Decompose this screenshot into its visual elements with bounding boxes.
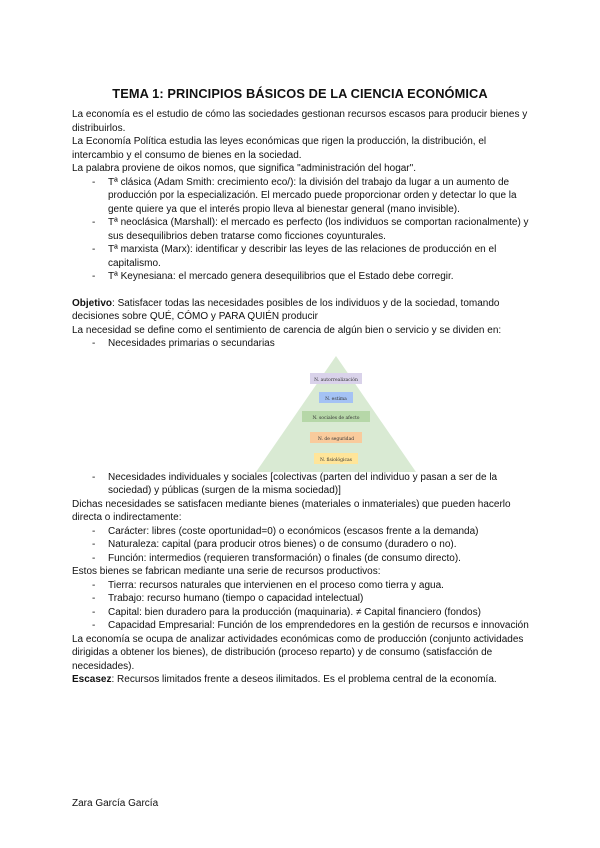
- list-item: - Capital: bien duradero para la producción (maquinaria). ≠ Capital financiero (fondos): [72, 606, 532, 620]
- theories-list: [72, 176, 532, 284]
- document-body: [72, 108, 532, 687]
- recursos-intro: Estos bienes se fabrican mediante una serie de recursos productivos:: [72, 566, 381, 577]
- escasez-label: Escasez: [72, 674, 112, 685]
- bienes-intro: Dichas necesidades se satisfacen mediante bienes (materiales o inmateriales) que pueden hacerlo directa o indirectamente:: [72, 498, 511, 523]
- list-item: - Tª clásica (Adam Smith: crecimiento eco/): la división del trabajo da lugar a un aumento de producción por la especialización. El mercado puede proporcionar orden y detectar lo que la gente quiere ya que el interés propio lleva al bienestar general (mano invisible).: [72, 176, 532, 217]
- objective-paragraph: [72, 297, 532, 324]
- list-item: - Trabajo: recurso humano (tiempo o capacidad intelectual): [72, 592, 532, 606]
- necesidades-list: [72, 337, 532, 351]
- page-title: TEMA 1: PRINCIPIOS BÁSICOS DE LA CIENCIA ECONÓMICA: [112, 86, 488, 101]
- author-signature: Zara García García: [72, 798, 159, 809]
- list-item: - Naturaleza: capital (para producir otros bienes) o de consumo (duradero o no).: [72, 538, 532, 552]
- list-item: - Carácter: libres (coste oportunidad=0) o económicos (escasos frente a la demanda): [72, 525, 532, 539]
- intro-paragraph: La economía es el estudio de cómo las sociedades gestionan recursos escasos para producir bienes y distribuirlos.: [72, 109, 528, 134]
- list-item: - Capacidad Empresarial: Función de los emprendedores en la gestión de recursos e innovación: [72, 619, 532, 633]
- pyramid-level-label: N. autorrealización: [314, 377, 358, 383]
- list-item: - Tª marxista (Marx): identificar y describir las leyes de las relaciones de producción en el capitalismo.: [72, 243, 532, 270]
- necesidad-definition: La necesidad se define como el sentimiento de carencia de algún bien o servicio y se dividen en:: [72, 324, 502, 336]
- actividades-paragraph: La economía se ocupa de analizar actividades económicas como de producción (conjunto actividades dirigidas a obtener los bienes), de distribución (proceso reparto) y de consumo (satisfacción de necesidades).: [72, 633, 524, 672]
- list-item: - Necesidades individuales y sociales [colectivas (parten del individuo y pasan a ser de la sociedad) y públicas (surgen de la misma sociedad)]: [72, 471, 532, 498]
- escasez-text: : Recursos limitados frente a deseos ilimitados. Es el problema central de la economía.: [111, 674, 497, 685]
- objective-label: Objetivo: [72, 297, 113, 309]
- necesidades-list-2: [72, 471, 532, 498]
- list-item: - Tª neoclásica (Marshall): el mercado es perfecto (los individuos se comportan racionalmente) y sus desequilibrios deben tratarse como ficciones coyunturales.: [72, 216, 532, 243]
- list-item: - Necesidades primarias o secundarias: [72, 337, 532, 351]
- pyramid-level-label: N. sociales de afecto: [312, 415, 360, 421]
- intro-paragraph: La Economía Política estudia las leyes económicas que rigen la producción, la distribución, el intercambio y el consumo de bienes en la sociedad.: [72, 136, 487, 161]
- list-item: - Tierra: recursos naturales que intervienen en el proceso como tierra y agua.: [72, 579, 532, 593]
- maslow-pyramid: [72, 351, 532, 471]
- pyramid-level-label: N. estima: [325, 396, 347, 402]
- objective-text: : Satisfacer todas las necesidades posibles de los individuos y de la sociedad, tomando decisiones sobre QUÉ, CÓMO y PARA QUIÉN producir: [72, 297, 500, 322]
- bienes-list: [72, 525, 532, 566]
- pyramid-level-label: N. de seguridad: [317, 436, 355, 442]
- list-item: - Función: intermedios (requieren transformación) o finales (de consumo directo).: [72, 552, 532, 566]
- intro-paragraph: La palabra proviene de oikos nomos, que significa "administración del hogar".: [72, 163, 416, 174]
- list-item: - Tª Keynesiana: el mercado genera desequilibrios que el Estado debe corregir.: [72, 270, 532, 284]
- escasez-paragraph: [72, 673, 532, 687]
- recursos-list: [72, 579, 532, 633]
- pyramid-level-label: N. fisiológicas: [320, 457, 352, 463]
